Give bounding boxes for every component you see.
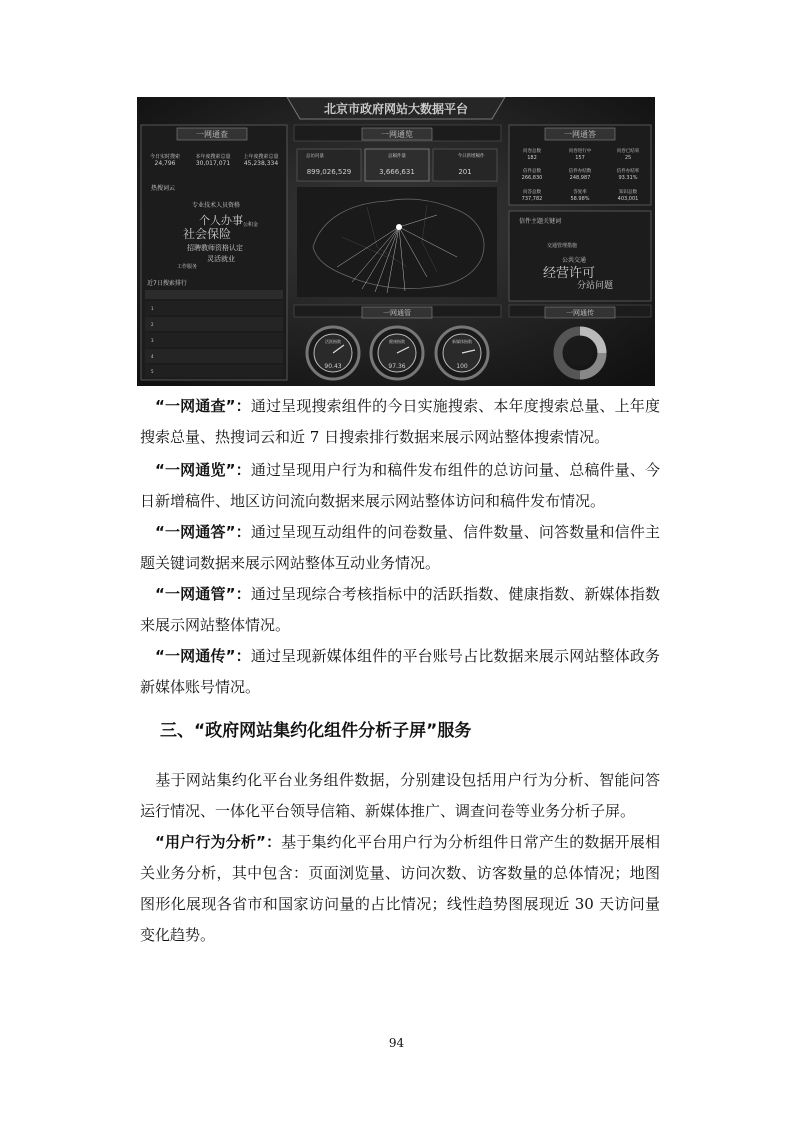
word-cloud-item: 公积金: [243, 222, 259, 228]
paragraph-lead: “一网通传”：: [155, 647, 251, 665]
answer-stat-label: 问卷已结束: [616, 149, 640, 154]
manage-panel-label: 一网通管: [383, 309, 411, 317]
paragraph-text: 基于网站集约化平台业务组件数据，分别建设包括用户行为分析、智能问答运行情况、一体化平台领导信箱、新媒体推广、调查问卷等业务分析子屏。: [140, 771, 660, 820]
search-stat-value: 24,796: [154, 160, 176, 167]
gauge-label: 新媒体指数: [452, 339, 472, 344]
answer-stat-value: 737,782: [521, 196, 543, 202]
gauge-value: 90.43: [324, 363, 342, 370]
svg-text:公共交通: 公共交通: [562, 257, 587, 264]
search-stat-value: 45,238,334: [243, 160, 279, 167]
dashboard-title: 北京市政府网站大数据平台: [323, 102, 469, 116]
overview-panel-label: 一网通览: [381, 130, 413, 139]
answer-stat-value: 25: [624, 155, 632, 161]
overview-stat-value: 201: [458, 168, 472, 176]
answer-stat-value: 248,987: [569, 175, 591, 181]
dashboard-screenshot: [137, 97, 655, 386]
paragraph-overview: [140, 455, 660, 517]
search-stat-value: 30,017,071: [195, 160, 231, 167]
rank-label: 近7日搜索排行: [147, 280, 187, 287]
answer-stat-label: 信件办结率: [616, 169, 640, 174]
word-cloud-item: 工作服务: [177, 264, 198, 270]
gauge-new-media: [436, 327, 488, 379]
answer-stat-label: 信件办结数: [568, 169, 592, 174]
word-cloud-item: 社会保险: [183, 227, 232, 241]
answer-stat-value: 266,830: [521, 175, 543, 181]
page-number: 94: [388, 1036, 405, 1050]
rank-index: 4: [151, 354, 154, 359]
search-stat-label: 今日实时搜索: [149, 154, 181, 160]
answer-stat-value: 403,001: [617, 196, 639, 202]
paragraph-lead: “一网通查”：: [155, 397, 251, 415]
paragraph-user-behavior: [140, 827, 660, 951]
rank-table: [145, 301, 283, 377]
paragraph-lead: “一网通答”：: [155, 523, 251, 541]
media-panel-label: 一网通传: [566, 309, 594, 317]
answer-stat-label: 问答总数: [523, 190, 541, 195]
gauge-active: [307, 327, 359, 379]
gauge-label: 健康指数: [389, 339, 405, 344]
paragraph-intro: [140, 765, 660, 827]
search-stat-label: 上年度搜索总量: [243, 154, 279, 160]
rank-index: 1: [151, 306, 154, 311]
dashboard-graphic: [137, 97, 655, 386]
answer-stat-value: 157: [575, 155, 585, 161]
rank-index: 5: [151, 369, 154, 374]
overview-stat-label: 总访问量: [306, 154, 324, 159]
rank-index: 3: [151, 338, 154, 343]
overview-stat-label: 总稿件量: [388, 154, 406, 159]
answer-stat-value: 93.31%: [618, 175, 638, 181]
overview-stat-label: 今日新增稿件: [457, 154, 485, 159]
paragraph-text: 基于集约化平台用户行为分析组件日常产生的数据开展相关业务分析，其中包含：页面浏览量、访问次数、访客数量的总体情况；地图图形化展现各省市和国家访问量的占比情况；线性趋势图展现近 30 天访问量变化趋势。: [140, 833, 660, 944]
answer-panel-label: 一网通答: [564, 130, 596, 139]
paragraph-media: [140, 641, 660, 703]
keywords-label: 信件主题关键词: [519, 218, 562, 225]
answer-stat-label: 知识总数: [619, 190, 637, 195]
word-cloud-item: 招聘教师资格认定: [187, 244, 243, 252]
search-panel-label: 一网通查: [196, 130, 228, 139]
overview-stat-value: 3,666,631: [379, 168, 415, 176]
answer-stat-label: 问卷进行中: [568, 149, 592, 154]
overview-stat-value: 899,026,529: [306, 168, 352, 176]
answer-stat-value: 182: [527, 155, 537, 161]
paragraph-text: 通过呈现新媒体组件的平台账号占比数据来展示网站整体政务新媒体账号情况。: [140, 647, 660, 696]
paragraph-answer: [140, 517, 660, 579]
answer-stat-value: 58.98%: [570, 196, 590, 202]
gauge-label: 活跃指数: [325, 339, 341, 344]
paragraph-text: 通过呈现用户行为和稿件发布组件的总访问量、总稿件量、今日新增稿件、地区访问流向数据来展示网站整体访问和稿件发布情况。: [140, 461, 660, 510]
paragraph-text: 通过呈现互动组件的问卷数量、信件数量、问答数量和信件主题关键词数据来展示网站整体互动业务情况。: [140, 523, 660, 572]
access-flow-map: [297, 187, 497, 297]
paragraph-lead: “一网通览”：: [155, 461, 251, 479]
gauge-value: 97.36: [388, 363, 406, 370]
word-cloud-item: 个人办事: [199, 214, 243, 227]
gauge-value: 100: [456, 363, 468, 370]
answer-stat-label: 答复率: [573, 190, 587, 195]
paragraph-text: 通过呈现搜索组件的今日实施搜索、本年度搜索总量、上年度搜索总量、热搜词云和近 7 日搜索排行数据来展示网站整体搜索情况。: [140, 397, 660, 446]
rank-index: 2: [151, 322, 154, 327]
keyword-item: 分站问题: [577, 281, 614, 291]
svg-text:交通管理措施: 交通管理措施: [547, 243, 578, 249]
answer-stat-label: 问卷总数: [523, 149, 541, 154]
svg-text:专业技术人员资格: 专业技术人员资格: [192, 202, 241, 209]
word-cloud-item: 灵活就业: [207, 255, 235, 263]
paragraph-lead: “用户行为分析”：: [155, 833, 282, 851]
paragraph-text: 通过呈现综合考核指标中的活跃指数、健康指数、新媒体指数来展示网站整体情况。: [140, 585, 660, 634]
keyword-item: 经营许可: [543, 266, 596, 281]
hot-words-label: 热搜词云: [151, 185, 176, 192]
paragraph-search: [140, 391, 660, 453]
paragraph-manage: [140, 579, 660, 641]
search-stat-label: 本年度搜索总量: [195, 154, 231, 160]
paragraph-lead: “一网通管”：: [155, 585, 251, 603]
gauge-health: [371, 327, 423, 379]
section-heading: 三、“政府网站集约化组件分析子屏”服务: [160, 721, 472, 741]
answer-stat-label: 信件总数: [523, 169, 541, 174]
